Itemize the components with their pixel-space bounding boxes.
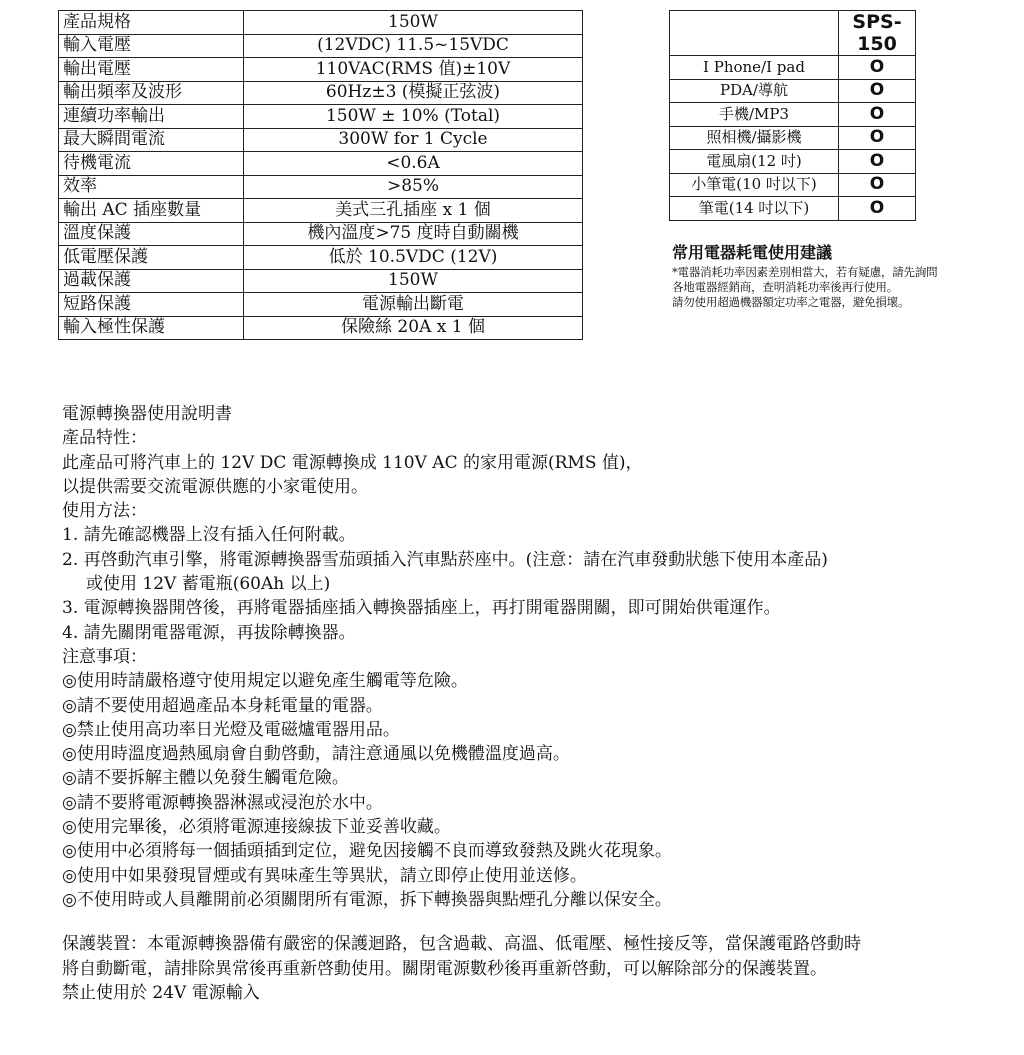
usage-step: 4. 請先關閉電器電源，再拔除轉換器。 (62, 622, 356, 643)
spec-value: 150W ± 10% (Total) (244, 105, 583, 129)
compat-mark: O (839, 103, 916, 127)
compat-row (670, 150, 916, 174)
spec-label: 短路保護 (59, 293, 244, 317)
compat-model-header: SPS-150 (839, 11, 916, 56)
spec-value: >85% (244, 175, 583, 199)
spec-row (59, 11, 583, 35)
spec-label: 溫度保護 (59, 222, 244, 246)
protection-line: 禁止使用於 24V 電源輸入 (62, 982, 260, 1003)
advice-line: *電器消耗功率因素差別相當大，若有疑慮，請先詢問 (672, 265, 938, 279)
spec-table (58, 10, 583, 340)
spec-value: <0.6A (244, 152, 583, 176)
spec-label: 過載保護 (59, 269, 244, 293)
spec-label: 產品規格 (59, 11, 244, 35)
compat-device: 小筆電(10 吋以下) (670, 173, 839, 197)
spec-row (59, 269, 583, 293)
spec-value: 低於 10.5VDC (12V) (244, 246, 583, 270)
usage-step: 2. 再啓動汽車引擎，將電源轉換器雪茄頭插入汽車點菸座中。(注意：請在汽車發動狀態下使用本產品) (62, 549, 828, 570)
spec-row (59, 175, 583, 199)
usage-step: 1. 請先確認機器上沒有插入任何附載。 (62, 525, 356, 546)
spec-label: 連續功率輸出 (59, 105, 244, 129)
compat-mark: O (839, 126, 916, 150)
manual-title: 電源轉換器使用說明書 (62, 404, 232, 424)
spec-label: 輸出 AC 插座數量 (59, 199, 244, 223)
note-item: ◎使用時請嚴格遵守使用規定以避免產生觸電等危險。 (62, 671, 468, 692)
spec-row (59, 105, 583, 129)
compat-row (670, 173, 916, 197)
spec-value: 150W (244, 11, 583, 35)
compat-row (670, 56, 916, 80)
spec-row (59, 199, 583, 223)
spec-row (59, 246, 583, 270)
spec-label: 輸入極性保護 (59, 316, 244, 340)
compat-mark: O (839, 79, 916, 103)
note-item: ◎請不要將電源轉換器淋濕或浸泡於水中。 (62, 792, 383, 813)
spec-label: 輸出電壓 (59, 58, 244, 82)
note-item: ◎禁止使用高功率日光燈及電磁爐電器用品。 (62, 719, 400, 740)
note-item: ◎請不要拆解主體以免發生觸電危險。 (62, 768, 349, 789)
spec-row (59, 58, 583, 82)
protection-line: 將自動斷電，請排除異常後再重新啓動使用。關閉電源數秒後再重新啓動，可以解除部分的保護裝置。 (62, 958, 827, 979)
note-item: ◎使用中如果發現冒煙或有異味產生等異狀，請立即停止使用並送修。 (62, 865, 587, 886)
spec-value: 美式三孔插座 x 1 個 (244, 199, 583, 223)
usage-step: 3. 電源轉換器開啓後，再將電器插座插入轉換器插座上，再打開電器開關，即可開始供電運作。 (62, 598, 781, 619)
spec-value: 保險絲 20A x 1 個 (244, 316, 583, 340)
advice-title: 常用電器耗電使用建議 (672, 243, 833, 262)
spec-row (59, 316, 583, 340)
usage-step-continued: 或使用 12V 蓄電瓶(60Ah 以上) (86, 574, 331, 595)
compat-row (670, 103, 916, 127)
spec-value: 110VAC(RMS 值)±10V (244, 58, 583, 82)
compat-mark: O (839, 56, 916, 80)
compat-mark: O (839, 197, 916, 221)
compat-row (670, 197, 916, 221)
spec-label: 輸入電壓 (59, 34, 244, 58)
compat-mark: O (839, 173, 916, 197)
spec-row (59, 34, 583, 58)
note-item: ◎使用完畢後，必須將電源連接線拔下並妥善收藏。 (62, 817, 451, 838)
advice-line: 各地電器經銷商，查明消耗功率後再行使用。 (672, 280, 898, 294)
compat-row (670, 126, 916, 150)
spec-row (59, 128, 583, 152)
spec-value: 300W for 1 Cycle (244, 128, 583, 152)
compat-device: 電風扇(12 吋) (670, 150, 839, 174)
compat-row (670, 79, 916, 103)
usage-heading: 使用方法： (62, 501, 147, 522)
compat-device: 手機/MP3 (670, 103, 839, 127)
spec-value: 電源輸出斷電 (244, 293, 583, 317)
compat-table (669, 10, 916, 221)
compat-device: 照相機/攝影機 (670, 126, 839, 150)
note-item: ◎請不要使用超過產品本身耗電量的電器。 (62, 695, 383, 716)
note-item: ◎不使用時或人員離開前必須關閉所有電源，拆下轉換器與點煙孔分離以保安全。 (62, 889, 672, 910)
spec-label: 最大瞬間電流 (59, 128, 244, 152)
spec-label: 輸出頻率及波形 (59, 81, 244, 105)
advice-line: 請勿使用超過機器額定功率之電器，避免損壞。 (672, 295, 910, 309)
section-gap (62, 912, 1012, 932)
spec-label: 待機電流 (59, 152, 244, 176)
spec-table-body (59, 11, 583, 340)
feature-line: 以提供需要交流電源供應的小家電使用。 (62, 476, 368, 497)
spec-value: 150W (244, 269, 583, 293)
compat-header-row (670, 11, 916, 56)
compat-device: 筆電(14 吋以下) (670, 197, 839, 221)
spec-row (59, 293, 583, 317)
feature-line: 此產品可將汽車上的 12V DC 電源轉換成 110V AC 的家用電源(RMS 值)， (62, 452, 643, 473)
spec-row (59, 81, 583, 105)
compat-device: I Phone/I pad (670, 56, 839, 80)
spec-row (59, 222, 583, 246)
spec-value: 60Hz±3 (模擬正弦波) (244, 81, 583, 105)
note-item: ◎使用中必須將每一個插頭插到定位，避免因接觸不良而導致發熱及跳火花現象。 (62, 841, 672, 862)
protection-line: 保護裝置：本電源轉換器備有嚴密的保護迴路，包含過載、高溫、低電壓、極性接反等，當保護電路啓動時 (62, 934, 861, 955)
notes-heading: 注意事項： (62, 646, 147, 667)
compat-header-blank (670, 11, 839, 56)
compat-table-body (670, 56, 916, 221)
manual-body (62, 402, 1012, 1005)
spec-value: (12VDC) 11.5~15VDC (244, 34, 583, 58)
spec-label: 效率 (59, 175, 244, 199)
features-heading: 產品特性： (62, 428, 147, 449)
compat-mark: O (839, 150, 916, 174)
note-item: ◎使用時溫度過熱風扇會自動啓動，請注意通風以免機體溫度過高。 (62, 744, 570, 765)
spec-label: 低電壓保護 (59, 246, 244, 270)
advice-block (672, 240, 992, 310)
spec-value: 機內溫度>75 度時自動關機 (244, 222, 583, 246)
spec-row (59, 152, 583, 176)
compat-device: PDA/導航 (670, 79, 839, 103)
